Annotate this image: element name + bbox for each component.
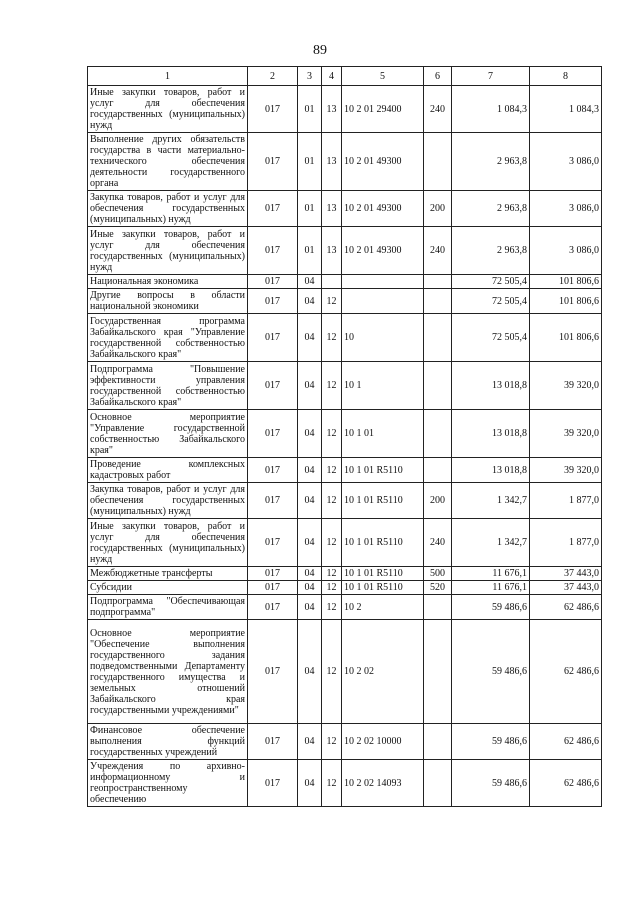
table-row (88, 724, 602, 760)
cell-subsection: 12 (322, 620, 342, 724)
cell-admin-code: 017 (248, 227, 298, 275)
cell-amount-year1: 2 963,8 (452, 133, 530, 191)
cell-amount-year2: 1 877,0 (530, 483, 602, 519)
budget-table (87, 66, 602, 807)
cell-admin-code: 017 (248, 133, 298, 191)
cell-admin-code: 017 (248, 567, 298, 581)
cell-expense-type: 240 (424, 227, 452, 275)
cell-expense-type (424, 620, 452, 724)
cell-expense-type: 240 (424, 86, 452, 133)
cell-target-article: 10 2 02 10000 (342, 724, 424, 760)
cell-admin-code: 017 (248, 362, 298, 410)
cell-amount-year2: 101 806,6 (530, 289, 602, 314)
cell-admin-code: 017 (248, 760, 298, 807)
cell-amount-year2: 3 086,0 (530, 227, 602, 275)
cell-amount-year1: 59 486,6 (452, 620, 530, 724)
cell-amount-year2: 1 084,3 (530, 86, 602, 133)
cell-target-article: 10 1 01 (342, 410, 424, 458)
cell-target-article: 10 2 02 (342, 620, 424, 724)
cell-amount-year2: 3 086,0 (530, 191, 602, 227)
header-row (88, 67, 602, 86)
page-number: 89 (313, 43, 327, 58)
cell-amount-year1: 1 342,7 (452, 519, 530, 567)
cell-target-article: 10 1 01 R5110 (342, 581, 424, 595)
cell-subsection: 12 (322, 483, 342, 519)
cell-subsection: 13 (322, 191, 342, 227)
cell-target-article: 10 2 01 49300 (342, 227, 424, 275)
row-name: Национальная экономика (88, 275, 248, 289)
row-name: Иные закупки товаров, работ и услуг для обеспечения государственных (муниципальных) нужд (88, 519, 248, 567)
table-row (88, 620, 602, 724)
cell-expense-type (424, 314, 452, 362)
cell-section: 04 (298, 519, 322, 567)
cell-target-article (342, 275, 424, 289)
row-name: Финансовое обеспечение выполнения функций государственных учреждений (88, 724, 248, 760)
cell-admin-code: 017 (248, 724, 298, 760)
row-name: Межбюджетные трансферты (88, 567, 248, 581)
cell-admin-code: 017 (248, 519, 298, 567)
cell-expense-type (424, 595, 452, 620)
cell-amount-year2: 39 320,0 (530, 410, 602, 458)
cell-expense-type (424, 760, 452, 807)
column-header: 7 (452, 67, 530, 86)
cell-subsection: 12 (322, 362, 342, 410)
column-header: 3 (298, 67, 322, 86)
table-row (88, 227, 602, 275)
cell-subsection: 12 (322, 458, 342, 483)
row-name: Проведение комплексных кадастровых работ (88, 458, 248, 483)
cell-target-article: 10 2 (342, 595, 424, 620)
cell-expense-type: 500 (424, 567, 452, 581)
cell-expense-type (424, 724, 452, 760)
table-row (88, 133, 602, 191)
cell-subsection: 12 (322, 289, 342, 314)
cell-target-article: 10 1 01 R5110 (342, 458, 424, 483)
cell-section: 04 (298, 760, 322, 807)
row-name: Иные закупки товаров, работ и услуг для обеспечения государственных (муниципальных) нужд (88, 86, 248, 133)
cell-section: 01 (298, 133, 322, 191)
cell-admin-code: 017 (248, 458, 298, 483)
cell-admin-code: 017 (248, 410, 298, 458)
cell-amount-year2: 62 486,6 (530, 724, 602, 760)
row-name: Основное мероприятие "Управление государственной собственностью Забайкальского края" (88, 410, 248, 458)
cell-section: 04 (298, 362, 322, 410)
table-row (88, 275, 602, 289)
cell-amount-year2: 39 320,0 (530, 362, 602, 410)
cell-expense-type (424, 289, 452, 314)
table-row (88, 760, 602, 807)
row-name: Выполнение других обязательств государства в части материально-технического обеспечения деятельности государственного органа (88, 133, 248, 191)
cell-subsection: 12 (322, 314, 342, 362)
cell-target-article: 10 2 01 49300 (342, 133, 424, 191)
row-name: Государственная программа Забайкальского края "Управление государственной собственностью Забайкальского края" (88, 314, 248, 362)
cell-subsection: 12 (322, 581, 342, 595)
cell-amount-year2: 62 486,6 (530, 760, 602, 807)
cell-section: 01 (298, 86, 322, 133)
cell-amount-year2: 3 086,0 (530, 133, 602, 191)
cell-subsection: 12 (322, 595, 342, 620)
cell-expense-type (424, 458, 452, 483)
cell-section: 04 (298, 314, 322, 362)
cell-expense-type: 200 (424, 191, 452, 227)
cell-section: 01 (298, 191, 322, 227)
table-row (88, 314, 602, 362)
cell-amount-year2: 101 806,6 (530, 275, 602, 289)
cell-admin-code: 017 (248, 620, 298, 724)
cell-section: 04 (298, 458, 322, 483)
table-row (88, 595, 602, 620)
row-name: Подпрограмма "Обеспечивающая подпрограмма" (88, 595, 248, 620)
row-name: Закупка товаров, работ и услуг для обеспечения государственных (муниципальных) нужд (88, 191, 248, 227)
cell-amount-year1: 13 018,8 (452, 458, 530, 483)
table-row (88, 191, 602, 227)
table-row (88, 519, 602, 567)
cell-admin-code: 017 (248, 581, 298, 595)
row-name: Основное мероприятие "Обеспечение выполнения государственного задания подведомственными Департаменту государственного имущества и земельных отношений Забайкальского края государственными учреждениями" (88, 620, 248, 724)
cell-amount-year1: 72 505,4 (452, 289, 530, 314)
cell-expense-type (424, 275, 452, 289)
cell-target-article: 10 2 02 14093 (342, 760, 424, 807)
cell-target-article: 10 2 01 29400 (342, 86, 424, 133)
cell-section: 04 (298, 581, 322, 595)
cell-subsection: 13 (322, 86, 342, 133)
table-row (88, 483, 602, 519)
cell-target-article: 10 1 (342, 362, 424, 410)
cell-target-article (342, 289, 424, 314)
cell-admin-code: 017 (248, 86, 298, 133)
cell-subsection (322, 275, 342, 289)
cell-target-article: 10 2 01 49300 (342, 191, 424, 227)
table-row (88, 289, 602, 314)
cell-expense-type (424, 362, 452, 410)
column-header: 5 (342, 67, 424, 86)
column-header: 1 (88, 67, 248, 86)
cell-amount-year1: 13 018,8 (452, 362, 530, 410)
cell-subsection: 12 (322, 567, 342, 581)
cell-amount-year1: 11 676,1 (452, 567, 530, 581)
cell-section: 04 (298, 620, 322, 724)
cell-target-article: 10 1 01 R5110 (342, 567, 424, 581)
column-header: 6 (424, 67, 452, 86)
cell-section: 04 (298, 483, 322, 519)
row-name: Субсидии (88, 581, 248, 595)
cell-expense-type: 200 (424, 483, 452, 519)
cell-amount-year2: 1 877,0 (530, 519, 602, 567)
cell-amount-year2: 39 320,0 (530, 458, 602, 483)
cell-subsection: 13 (322, 227, 342, 275)
cell-expense-type: 520 (424, 581, 452, 595)
cell-section: 01 (298, 227, 322, 275)
cell-amount-year1: 2 963,8 (452, 191, 530, 227)
cell-admin-code: 017 (248, 191, 298, 227)
cell-amount-year1: 11 676,1 (452, 581, 530, 595)
cell-amount-year1: 59 486,6 (452, 760, 530, 807)
cell-amount-year2: 62 486,6 (530, 595, 602, 620)
cell-admin-code: 017 (248, 314, 298, 362)
table-body (88, 86, 602, 807)
cell-amount-year1: 72 505,4 (452, 314, 530, 362)
cell-expense-type (424, 410, 452, 458)
cell-subsection: 12 (322, 724, 342, 760)
row-name: Закупка товаров, работ и услуг для обеспечения государственных (муниципальных) нужд (88, 483, 248, 519)
cell-subsection: 12 (322, 519, 342, 567)
cell-section: 04 (298, 567, 322, 581)
table-row (88, 458, 602, 483)
cell-admin-code: 017 (248, 275, 298, 289)
cell-section: 04 (298, 724, 322, 760)
cell-target-article: 10 1 01 R5110 (342, 519, 424, 567)
cell-amount-year1: 59 486,6 (452, 724, 530, 760)
cell-amount-year2: 101 806,6 (530, 314, 602, 362)
cell-section: 04 (298, 410, 322, 458)
cell-target-article: 10 1 01 R5110 (342, 483, 424, 519)
cell-amount-year1: 2 963,8 (452, 227, 530, 275)
column-header: 2 (248, 67, 298, 86)
cell-section: 04 (298, 595, 322, 620)
table-row (88, 567, 602, 581)
row-name: Подпрограмма "Повышение эффективности управления государственной собственностью Забайкальского края" (88, 362, 248, 410)
table-row (88, 86, 602, 133)
column-header: 8 (530, 67, 602, 86)
cell-section: 04 (298, 275, 322, 289)
row-name: Иные закупки товаров, работ и услуг для обеспечения государственных (муниципальных) нужд (88, 227, 248, 275)
table-row (88, 410, 602, 458)
cell-admin-code: 017 (248, 483, 298, 519)
cell-expense-type: 240 (424, 519, 452, 567)
row-name: Учреждения по архивно-информационному и геопространственному обеспечению (88, 760, 248, 807)
cell-subsection: 13 (322, 133, 342, 191)
cell-section: 04 (298, 289, 322, 314)
cell-amount-year2: 62 486,6 (530, 620, 602, 724)
cell-amount-year1: 1 084,3 (452, 86, 530, 133)
cell-admin-code: 017 (248, 289, 298, 314)
cell-target-article: 10 (342, 314, 424, 362)
cell-amount-year1: 59 486,6 (452, 595, 530, 620)
cell-admin-code: 017 (248, 595, 298, 620)
table-row (88, 581, 602, 595)
cell-expense-type (424, 133, 452, 191)
cell-amount-year1: 1 342,7 (452, 483, 530, 519)
cell-amount-year2: 37 443,0 (530, 581, 602, 595)
cell-amount-year1: 13 018,8 (452, 410, 530, 458)
row-name: Другие вопросы в области национальной экономики (88, 289, 248, 314)
cell-amount-year1: 72 505,4 (452, 275, 530, 289)
cell-subsection: 12 (322, 760, 342, 807)
cell-amount-year2: 37 443,0 (530, 567, 602, 581)
column-header: 4 (322, 67, 342, 86)
table-row (88, 362, 602, 410)
cell-subsection: 12 (322, 410, 342, 458)
